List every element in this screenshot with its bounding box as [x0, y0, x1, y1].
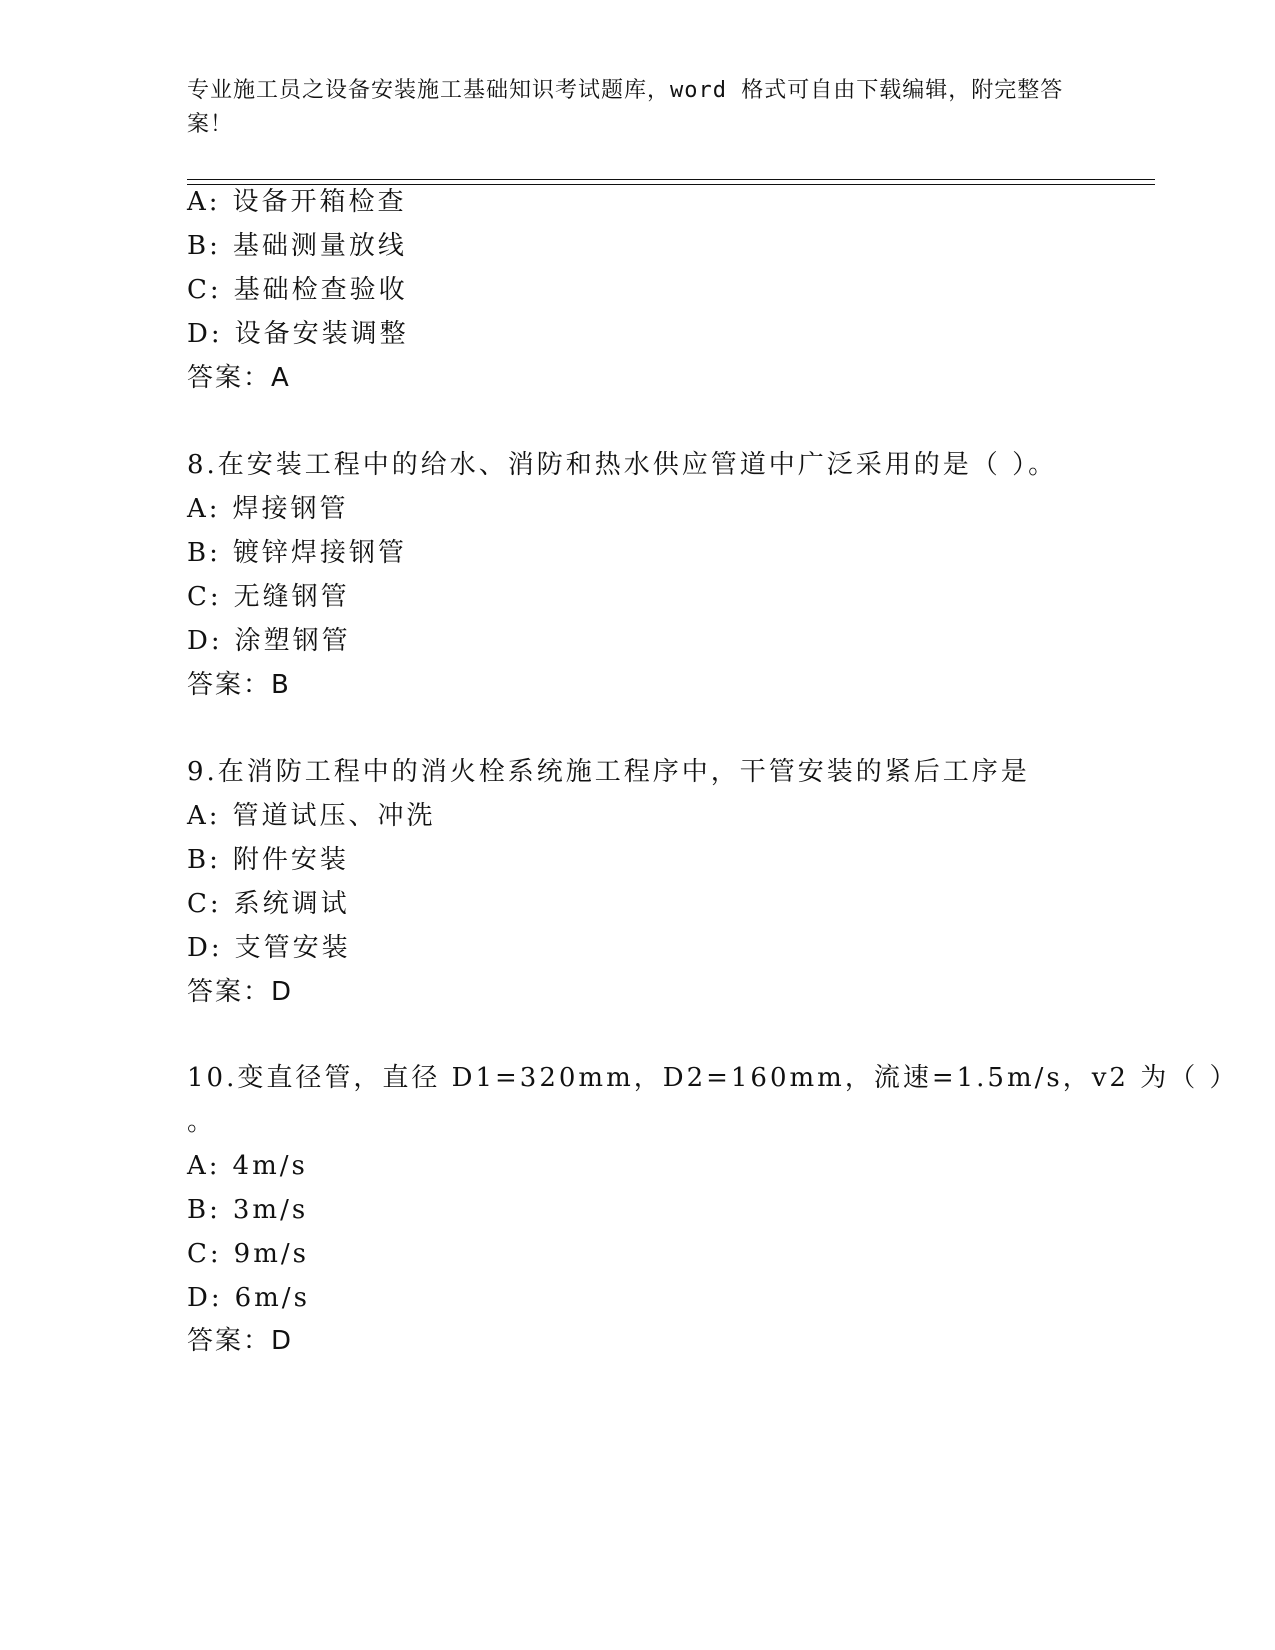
option-text: 3m/s	[232, 1195, 309, 1225]
option-text: 设备开箱检查	[232, 187, 407, 217]
option-letter: B:	[187, 538, 221, 568]
option-text: 9m/s	[233, 1239, 309, 1269]
option-letter: D:	[187, 319, 223, 349]
q8-option-c	[187, 582, 350, 612]
option-text: 4m/s	[232, 1151, 308, 1181]
option-letter: A:	[187, 494, 221, 524]
option-text: 基础检查验收	[233, 275, 408, 305]
option-text: 基础测量放线	[232, 231, 407, 261]
option-letter: A:	[187, 1151, 221, 1181]
q10-option-b	[187, 1195, 308, 1225]
option-text: 涂塑钢管	[234, 626, 351, 656]
q9-answer: 答案：D	[187, 977, 294, 1007]
q9-option-d	[187, 933, 351, 963]
option-text: 镀锌焊接钢管	[232, 538, 407, 568]
q8-option-a	[187, 494, 349, 524]
header-divider-top	[187, 179, 1155, 180]
option-text: 管道试压、冲洗	[232, 801, 436, 831]
q10-option-d	[187, 1283, 310, 1313]
option-text: 设备安装调整	[234, 319, 409, 349]
q10-option-a	[187, 1151, 308, 1181]
q7-option-b	[187, 231, 407, 261]
q10-stem-continuation: 。	[187, 1107, 217, 1137]
option-text: 焊接钢管	[232, 494, 349, 524]
q9-option-c	[187, 889, 350, 919]
q9-option-b	[187, 845, 349, 875]
q8-answer: 答案：B	[187, 670, 291, 700]
q10-answer: 答案：D	[187, 1326, 294, 1356]
q7-answer: 答案：A	[187, 363, 291, 393]
q7-option-a	[187, 187, 407, 217]
option-letter: B:	[187, 231, 221, 261]
q7-option-d	[187, 319, 409, 349]
option-text: 附件安装	[232, 845, 349, 875]
option-letter: B:	[187, 845, 221, 875]
option-letter: C:	[187, 582, 222, 612]
q9-stem: 9.在消防工程中的消火栓系统施工程序中，干管安装的紧后工序是	[187, 757, 1030, 787]
q10-option-c	[187, 1239, 309, 1269]
document-header: 专业施工员之设备安装施工基础知识考试题库，word 格式可自由下载编辑，附完整答案！	[187, 78, 1064, 137]
option-letter: D:	[187, 1283, 223, 1313]
option-letter: D:	[187, 626, 223, 656]
q8-option-b	[187, 538, 407, 568]
q8-option-d	[187, 626, 351, 656]
option-letter: D:	[187, 933, 223, 963]
q10-stem: 10.变直径管，直径 D1=320mm，D2=160mm，流速=1.5m/s，v2 为（ ）	[187, 1063, 1239, 1093]
option-letter: C:	[187, 1239, 222, 1269]
q9-option-a	[187, 801, 436, 831]
option-letter: B:	[187, 1195, 221, 1225]
q7-option-c	[187, 275, 408, 305]
header-divider-bottom	[187, 184, 1155, 185]
option-text: 系统调试	[233, 889, 350, 919]
option-text: 无缝钢管	[233, 582, 350, 612]
option-letter: A:	[187, 801, 221, 831]
option-letter: A:	[187, 187, 221, 217]
option-letter: C:	[187, 275, 222, 305]
option-text: 6m/s	[234, 1283, 310, 1313]
option-text: 支管安装	[234, 933, 351, 963]
option-letter: C:	[187, 889, 222, 919]
q8-stem: 8.在安装工程中的给水、消防和热水供应管道中广泛采用的是（ ）。	[187, 450, 1058, 480]
